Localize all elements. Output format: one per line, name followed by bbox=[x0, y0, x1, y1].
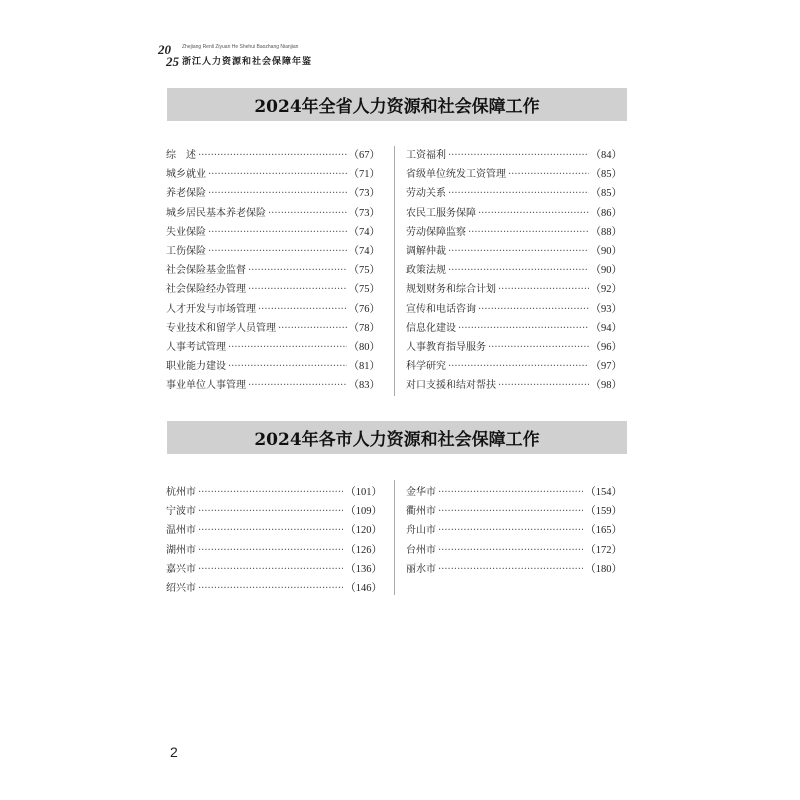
toc-entry-page: （75） bbox=[348, 265, 380, 277]
toc-entry[interactable] bbox=[166, 165, 380, 184]
column-divider bbox=[394, 146, 395, 396]
toc-entry[interactable] bbox=[166, 502, 382, 521]
section-banner-cities bbox=[167, 421, 627, 454]
toc-entry[interactable] bbox=[166, 319, 380, 338]
toc-entry[interactable] bbox=[166, 261, 380, 280]
toc-entry-title: 专业技术和留学人员管理 bbox=[166, 322, 276, 334]
toc-entry-page: （85） bbox=[590, 169, 622, 181]
toc-leader-dots bbox=[198, 525, 343, 536]
toc-entry[interactable] bbox=[406, 280, 622, 299]
toc-entry[interactable] bbox=[406, 376, 622, 395]
toc-entry[interactable] bbox=[406, 146, 622, 165]
toc-entry-title: 省级单位统发工资管理 bbox=[406, 169, 506, 181]
toc-entry-page: （84） bbox=[590, 150, 622, 161]
toc-entry[interactable] bbox=[406, 300, 622, 319]
toc-entry-title: 杭州市 bbox=[166, 487, 196, 498]
toc-entry-title: 嘉兴市 bbox=[166, 563, 196, 575]
toc-entry[interactable] bbox=[166, 146, 380, 165]
toc-entry-page: （78） bbox=[348, 322, 380, 334]
toc-leader-dots bbox=[438, 487, 583, 498]
running-head-title: 浙江人力资源和社会保障年鉴 bbox=[182, 57, 313, 67]
toc-leader-dots bbox=[228, 361, 347, 372]
toc-entry[interactable] bbox=[166, 579, 382, 598]
toc-entry[interactable] bbox=[166, 357, 380, 376]
toc-entry-page: （86） bbox=[590, 207, 622, 219]
toc-leader-dots bbox=[258, 304, 347, 315]
toc-entry[interactable] bbox=[166, 223, 380, 242]
toc-leader-dots bbox=[208, 169, 347, 180]
toc-entry-page: （76） bbox=[348, 303, 380, 315]
toc-entry-page: （73） bbox=[348, 207, 380, 219]
page-number: 2 bbox=[170, 744, 178, 760]
toc-entry[interactable] bbox=[406, 338, 622, 357]
toc-leader-dots bbox=[198, 506, 343, 517]
toc-entry-title: 人事考试管理 bbox=[166, 341, 226, 353]
toc-column-cities-right bbox=[406, 483, 622, 579]
toc-entry-page: （80） bbox=[348, 341, 380, 353]
toc-entry-page: （172） bbox=[585, 544, 622, 556]
toc-entry-page: （154） bbox=[585, 487, 622, 498]
toc-entry-title: 事业单位人事管理 bbox=[166, 380, 246, 392]
toc-entry-title: 人事教育指导服务 bbox=[406, 341, 486, 353]
toc-entry-page: （75） bbox=[348, 284, 380, 296]
toc-leader-dots bbox=[448, 361, 589, 372]
toc-entry-title: 劳动关系 bbox=[406, 188, 446, 200]
toc-leader-dots bbox=[198, 150, 347, 161]
toc-entry-page: （88） bbox=[590, 226, 622, 238]
toc-entry-page: （92） bbox=[590, 284, 622, 296]
toc-leader-dots bbox=[268, 208, 347, 219]
toc-entry-title: 规划财务和综合计划 bbox=[406, 284, 496, 296]
toc-leader-dots bbox=[438, 545, 583, 556]
toc-entry-title: 宁波市 bbox=[166, 506, 196, 518]
toc-leader-dots bbox=[448, 265, 589, 276]
column-divider bbox=[394, 480, 395, 595]
running-head-year-bottom: 25 bbox=[166, 54, 179, 69]
toc-leader-dots bbox=[498, 284, 589, 295]
toc-entry[interactable] bbox=[406, 541, 622, 560]
toc-entry[interactable] bbox=[166, 242, 380, 261]
toc-entry-page: （136） bbox=[345, 563, 382, 575]
toc-entry[interactable] bbox=[406, 165, 622, 184]
toc-entry-page: （90） bbox=[590, 245, 622, 257]
toc-entry-title: 工资福利 bbox=[406, 150, 446, 161]
toc-entry-page: （109） bbox=[345, 506, 382, 518]
toc-entry[interactable] bbox=[406, 521, 622, 540]
toc-entry-title: 信息化建设 bbox=[406, 322, 456, 334]
toc-entry[interactable] bbox=[166, 483, 382, 502]
toc-column-cities-left bbox=[166, 483, 382, 598]
toc-entry[interactable] bbox=[166, 521, 382, 540]
toc-entry-title: 对口支援和结对帮扶 bbox=[406, 380, 496, 392]
toc-leader-dots bbox=[488, 342, 589, 353]
toc-entry-page: （126） bbox=[345, 544, 382, 556]
toc-leader-dots bbox=[208, 246, 347, 257]
toc-entry-page: （81） bbox=[348, 361, 380, 373]
toc-entry-page: （83） bbox=[348, 380, 380, 392]
toc-entry[interactable] bbox=[406, 502, 622, 521]
toc-leader-dots bbox=[478, 304, 589, 315]
toc-leader-dots bbox=[208, 227, 347, 238]
toc-leader-dots bbox=[448, 150, 589, 161]
running-head-year-top: 20 bbox=[158, 42, 171, 57]
toc-leader-dots bbox=[198, 564, 343, 575]
toc-entry-title: 绍兴市 bbox=[166, 582, 196, 594]
toc-leader-dots bbox=[198, 583, 343, 594]
toc-entry-page: （74） bbox=[348, 226, 380, 238]
toc-entry-page: （93） bbox=[590, 303, 622, 315]
toc-entry-title: 温州市 bbox=[166, 525, 196, 537]
toc-entry-page: （180） bbox=[585, 563, 622, 575]
toc-leader-dots bbox=[438, 564, 583, 575]
toc-entry[interactable] bbox=[406, 223, 622, 242]
toc-entry-title: 劳动保障监察 bbox=[406, 226, 466, 238]
toc-leader-dots bbox=[248, 380, 347, 391]
toc-leader-dots bbox=[248, 284, 347, 295]
toc-entry[interactable] bbox=[166, 204, 380, 223]
toc-leader-dots bbox=[448, 246, 589, 257]
toc-entry-title: 舟山市 bbox=[406, 525, 436, 537]
toc-entry-title: 调解仲裁 bbox=[406, 245, 446, 257]
toc-entry-page: （71） bbox=[348, 169, 380, 181]
toc-leader-dots bbox=[478, 208, 589, 219]
toc-entry-page: （85） bbox=[590, 188, 622, 200]
toc-leader-dots bbox=[228, 342, 347, 353]
toc-entry-page: （165） bbox=[585, 525, 622, 537]
toc-entry[interactable] bbox=[406, 357, 622, 376]
toc-leader-dots bbox=[198, 545, 343, 556]
toc-entry[interactable] bbox=[166, 300, 380, 319]
toc-entry-page: （74） bbox=[348, 245, 380, 257]
toc-entry-page: （146） bbox=[345, 582, 382, 594]
toc-entry[interactable] bbox=[166, 376, 380, 395]
toc-entry-title: 城乡就业 bbox=[166, 169, 206, 181]
toc-leader-dots bbox=[508, 169, 589, 180]
toc-leader-dots bbox=[448, 188, 589, 199]
toc-entry-title: 宣传和电话咨询 bbox=[406, 303, 476, 315]
toc-leader-dots bbox=[278, 323, 347, 334]
toc-entry-title: 工伤保险 bbox=[166, 245, 206, 257]
toc-entry-title: 人才开发与市场管理 bbox=[166, 303, 256, 315]
running-head bbox=[158, 42, 358, 69]
toc-entry-page: （94） bbox=[590, 322, 622, 334]
toc-leader-dots bbox=[438, 525, 583, 536]
toc-entry-page: （101） bbox=[345, 487, 382, 498]
toc-entry[interactable] bbox=[166, 338, 380, 357]
toc-leader-dots bbox=[198, 487, 343, 498]
toc-entry-title: 失业保险 bbox=[166, 226, 206, 238]
toc-entry-title: 丽水市 bbox=[406, 563, 436, 575]
toc-entry[interactable] bbox=[406, 242, 622, 261]
toc-entry[interactable] bbox=[406, 261, 622, 280]
toc-entry-title: 衢州市 bbox=[406, 506, 436, 518]
toc-entry-title: 农民工服务保障 bbox=[406, 207, 476, 219]
running-head-pinyin: Zhejiang Renli Ziyuan He Shehui Baozhang Nianjian bbox=[182, 44, 299, 50]
toc-entry[interactable] bbox=[166, 560, 382, 579]
toc-entry-page: （98） bbox=[590, 380, 622, 392]
toc-entry-title: 科学研究 bbox=[406, 361, 446, 373]
toc-entry[interactable] bbox=[166, 184, 380, 203]
toc-entry[interactable] bbox=[406, 204, 622, 223]
toc-entry[interactable] bbox=[406, 483, 622, 502]
toc-leader-dots bbox=[468, 227, 589, 238]
toc-entry[interactable] bbox=[406, 184, 622, 203]
toc-entry-title: 政策法规 bbox=[406, 265, 446, 277]
toc-leader-dots bbox=[458, 323, 589, 334]
toc-entry-title: 职业能力建设 bbox=[166, 361, 226, 373]
toc-entry[interactable] bbox=[406, 319, 622, 338]
toc-entry-page: （90） bbox=[590, 265, 622, 277]
section-title-province: 2024年全省人力资源和社会保障工作 bbox=[254, 97, 540, 117]
toc-entry-title: 社会保险基金监督 bbox=[166, 265, 246, 277]
toc-entry-title: 城乡居民基本养老保险 bbox=[166, 207, 266, 219]
toc-entry-title: 湖州市 bbox=[166, 544, 196, 556]
toc-leader-dots bbox=[208, 188, 347, 199]
toc-entry[interactable] bbox=[166, 280, 380, 299]
toc-entry-page: （159） bbox=[585, 506, 622, 518]
toc-leader-dots bbox=[248, 265, 347, 276]
toc-entry[interactable] bbox=[406, 560, 622, 579]
section-banner-province bbox=[167, 88, 627, 121]
toc-entry[interactable] bbox=[166, 541, 382, 560]
section-title-cities: 2024年各市人力资源和社会保障工作 bbox=[254, 430, 540, 450]
toc-entry-page: （120） bbox=[345, 525, 382, 537]
toc-entry-title: 社会保险经办管理 bbox=[166, 284, 246, 296]
toc-leader-dots bbox=[498, 380, 589, 391]
toc-entry-title: 养老保险 bbox=[166, 188, 206, 200]
toc-entry-page: （73） bbox=[348, 188, 380, 200]
toc-column-province-left bbox=[166, 146, 380, 395]
toc-entry-title: 综 述 bbox=[166, 150, 196, 161]
toc-entry-page: （96） bbox=[590, 341, 622, 353]
toc-column-province-right bbox=[406, 146, 622, 395]
toc-entry-title: 台州市 bbox=[406, 544, 436, 556]
toc-leader-dots bbox=[438, 506, 583, 517]
toc-entry-title: 金华市 bbox=[406, 487, 436, 498]
toc-entry-page: （97） bbox=[590, 361, 622, 373]
toc-entry-page: （67） bbox=[348, 150, 380, 161]
